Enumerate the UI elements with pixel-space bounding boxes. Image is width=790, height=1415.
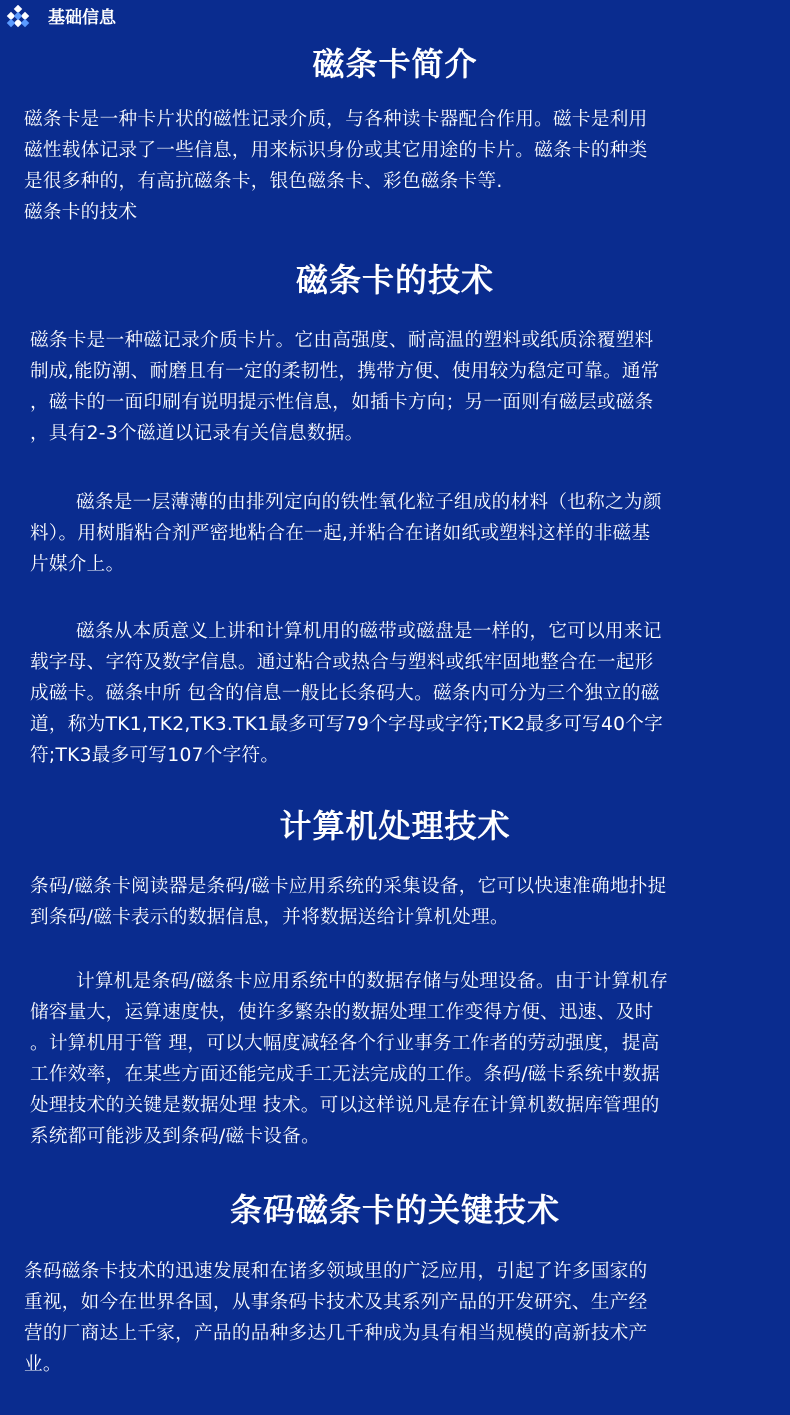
text-line: 磁性载体记录了一些信息，用来标识身份或其它用途的卡片。磁条卡的种类 xyxy=(24,140,648,161)
text-line: 制成,能防潮、耐磨且有一定的柔韧性，携带方便、使用较为稳定可靠。通常 xyxy=(30,361,660,382)
text-line: 是很多种的，有高抗磁条卡，银色磁条卡、彩色磁条卡等. xyxy=(24,171,503,192)
text-line: 料）。用树脂粘合剂严密地粘合在一起,并粘合在诸如纸或塑料这样的非磁基 xyxy=(30,523,651,544)
intro-paragraph xyxy=(24,104,648,228)
text-line: ，磁卡的一面印刷有说明提示性信息，如插卡方向；另一面则有磁层或磁条 xyxy=(30,392,654,413)
header-label: 基础信息 xyxy=(48,8,116,28)
text-line: 处理技术的关键是数据处理 技术。可以这样说凡是存在计算机数据库管理的 xyxy=(30,1095,660,1116)
text-line: 磁条卡是一种卡片状的磁性记录介质，与各种读卡器配合作用。磁卡是利用 xyxy=(24,109,648,130)
text-line: 磁条从本质意义上讲和计算机用的磁带或磁盘是一样的，它可以用来记 xyxy=(76,621,662,642)
computer-paragraph-2 xyxy=(30,966,668,1152)
text-line: 片媒介上。 xyxy=(30,554,125,575)
text-line: 条码/磁条卡阅读器是条码/磁卡应用系统的采集设备，它可以快速准确地扑捉 xyxy=(30,876,667,897)
text-line: 载字母、字符及数字信息。通过粘合或热合与塑料或纸牢固地整合在一起形 xyxy=(30,652,654,673)
text-line: 条码磁条卡技术的迅速发展和在诸多领域里的广泛应用，引起了许多国家的 xyxy=(24,1261,648,1282)
key-technology-paragraph xyxy=(24,1256,648,1380)
text-line: 到条码/磁卡表示的数据信息，并将数据送给计算机处理。 xyxy=(30,907,509,928)
text-line: 业。 xyxy=(24,1354,62,1375)
text-line: ，具有2-3个磁道以记录有关信息数据。 xyxy=(30,423,364,444)
text-line: 营的厂商达上千家，产品的品种多达几千种成为具有相当规模的高新技术产 xyxy=(24,1323,648,1344)
section-title-computer-processing: 计算机处理技术 xyxy=(279,807,511,845)
technology-paragraph-2 xyxy=(30,487,662,580)
section-title-intro: 磁条卡简介 xyxy=(312,45,478,83)
text-line: 计算机是条码/磁条卡应用系统中的数据存储与处理设备。由于计算机存 xyxy=(76,971,669,992)
text-line: 磁条是一层薄薄的由排列定向的铁性氧化粒子组成的材料（也称之为颜 xyxy=(76,492,662,513)
computer-paragraph-1 xyxy=(30,871,667,933)
text-line: 磁条卡是一种磁记录介质卡片。它由高强度、耐高温的塑料或纸质涂覆塑料 xyxy=(30,330,654,351)
text-line: 。计算机用于管 理，可以大幅度减轻各个行业事务工作者的劳动强度，提高 xyxy=(30,1033,660,1054)
technology-paragraph-3 xyxy=(30,616,663,771)
text-line: 成磁卡。磁条中所 包含的信息一般比长条码大。磁条内可分为三个独立的磁 xyxy=(30,683,660,704)
text-line: 工作效率，在某些方面还能完成手工无法完成的工作。条码/磁卡系统中数据 xyxy=(30,1064,661,1085)
text-line: 道，称为TK1,TK2,TK3.TK1最多可写79个字母或字符;TK2最多可写40个字 xyxy=(30,714,663,735)
text-line: 磁条卡的技术 xyxy=(24,202,138,223)
section-title-technology: 磁条卡的技术 xyxy=(295,261,494,299)
section-title-key-technology: 条码磁条卡的关键技术 xyxy=(229,1191,560,1229)
text-line: 储容量大，运算速度快，使许多繁杂的数据处理工作变得方便、迅速、及时 xyxy=(30,1002,654,1023)
text-line: 系统都可能涉及到条码/磁卡设备。 xyxy=(30,1126,320,1147)
text-line: 重视，如今在世界各国，从事条码卡技术及其系列产品的开发研究、生产经 xyxy=(24,1292,648,1313)
diamond-grid-icon xyxy=(5,5,31,31)
text-line: 符;TK3最多可写107个字符。 xyxy=(30,745,280,766)
technology-paragraph-1 xyxy=(30,325,660,449)
